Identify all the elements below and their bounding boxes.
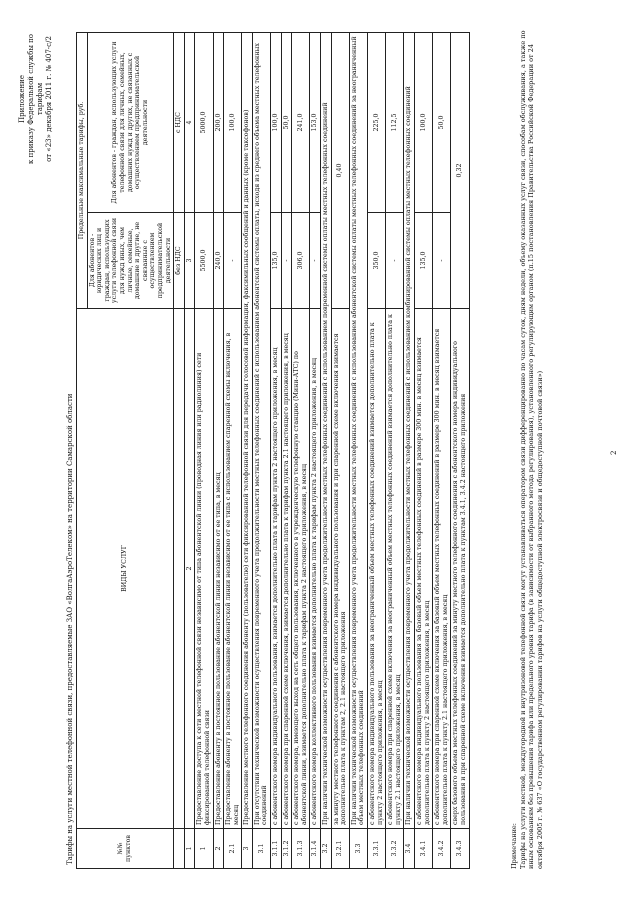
appendix-header <box>18 24 54 174</box>
col-vat-header: с НДС <box>174 32 185 212</box>
table-row: 3.4.1 с абонентского номера индивидуального пользования за базовый объем местных телефонных соединений в размере 300 мин. в месяц взимается дополнительно плата к пункту 2 настоящего приложения, в месяц 135,0 100,0 <box>414 32 432 868</box>
table-section-row: 3.4 При наличии технической возможности осуществления повременного учета продолжительности местных телефонных соединений с использованием комбинированной системы оплаты местных телефонных соединений <box>404 32 415 868</box>
table-row: 1 Предоставление доступа к сети местной телефонной связи независимо от типа абонентской линии (проводная линия или радиолиния) сети фиксированной телефонной связи 5500,0 5000,0 <box>195 32 213 868</box>
table-section-row: 3.2 При наличии технической возможности осуществления повременного учета продолжительности местных телефонных соединений с использованием повременной системы оплаты местных телефонных соединений <box>321 32 332 868</box>
col-number-header: №№ пунктов <box>77 829 174 869</box>
appendix-order: к приказу Федеральной службы по тарифам <box>27 33 44 165</box>
table-caption: Тарифы на услуги местной телефонной связи, предоставляемые ЗАО «ВолгаАэроТелеком» на территории Самарской области <box>66 393 74 865</box>
col-service-header: ВИДЫ УСЛУГ <box>77 309 174 829</box>
footnote-title: Примечание: <box>510 823 518 869</box>
col-index-3: 3 <box>184 213 195 309</box>
table-section-row: 3.3 При наличии технической возможности осуществления повременного учета продолжительности местных телефонных соединений с использованием абонентской системы оплаты местных телефонных соединений за неограниченный объем местных телефонных соединений <box>349 32 367 868</box>
col-number-blank <box>174 829 185 869</box>
table-row: 3.4.2 с абонентского номера при спаренной схеме включения за базовый объем местных телефонных соединений в размере 300 мин. в месяц взимается дополнительно плата к пункту 2.1 настоящего приложения, в месяц - 50,0 <box>433 32 451 868</box>
table-row: 2.1 Предоставление абоненту в постоянное пользование абонентской линии независимо от ее типа с использованием спаренной схемы включения, в месяц - 100,0 <box>224 32 242 868</box>
table-header-row <box>77 32 88 868</box>
table-header-row <box>174 32 185 868</box>
footnote-text: Тарифы на услуги местной, междугородной и внутризоновой телефонной связи могут устанавливаться оператором связи дифференцированно по часам суток, дням недели, объему оказанных услуг связи, способам обслуживания, а также по иным основаниям без превышения тарифа или предельного уровня тарифа (в зависимости от выбранного метода регулирования), установленного регулирующим органом (п.15 постановления Правительства Российской Федерации от 24 октября 2005 г. № 637 «О государственном регулировании тарифов на услуги общедоступной электросвязи и общедоступной почтовой связи») <box>518 30 544 869</box>
table-row: 3.3.2 с абонентского номера при спаренной схеме включения за неограниченный объем местных телефонных соединений взимается дополнительно плата к пункту 2.1 настоящего приложения, в месяц - 112,5 <box>386 32 404 868</box>
col-service-blank <box>174 309 185 829</box>
col-no-vat-header: без НДС <box>174 213 185 309</box>
tariff-table <box>76 32 470 869</box>
table-header-row <box>184 32 195 868</box>
table-section-row: 3.1 При отсутствии технической возможности осуществления повременного учета продолжительности местных телефонных соединений с использованием абонентской системы оплаты, исходя из среднего объема местных телефонных соединений <box>252 32 270 868</box>
appendix-title: Приложение <box>18 75 26 123</box>
table-row: 3.1.4 с абонентского номера коллективного пользования взимается дополнительно плата к тарифам пункта 2 настоящего приложения, в месяц - 153,0 <box>310 32 321 868</box>
col-citizen-header: Для абонентов - граждан, использующих услуги телефонной связи для личных, семейных, домашних нужд и других, не связанных с осуществлением предпринимательской деятельности <box>87 32 174 212</box>
col-index-4: 4 <box>184 32 195 212</box>
col-index-1: 1 <box>184 829 195 869</box>
col-index-2: 2 <box>184 309 195 829</box>
table-row: 2 Предоставление абоненту в постоянное пользование абонентской линии независимо от ее типа, в месяц 240,0 200,0 <box>213 32 224 868</box>
table-row: 3.1.3 с абонентского номера, имеющего выход на сеть общего пользования, включенного в учрежденческую телефонную станцию (Мини-АТС) по абонентской линии, взимается дополнительно плата к тарифам пункта 2 настоящего приложения, в месяц 306,0 241,0 <box>292 32 310 868</box>
appendix-date: от «23» декабря 2011 г. № 407-с/2 <box>45 36 53 162</box>
footnote <box>510 29 544 869</box>
table-section-row: 3 Предоставление местного телефонного соединения абоненту (пользователю) сети фиксированной телефонной связи для передачи голосовой информации, факсимильных сообщений и данных (кроме таксофонов) <box>242 32 253 868</box>
table-row: 3.1.2 с абонентского номера при спаренной схеме включения, взимается дополнительно плата к тарифам пункта 2.1 настоящего приложения, в месяц - 50,0 <box>281 32 292 868</box>
table-row: 3.4.3 сверх базового объема местных телефонных соединений за минуту местного телефонного соединения с абонентского номера индивидуального пользования и при спаренной схеме включения взимается дополнительно плата к пунктам 3.4.1, 3.4.2 настоящего приложения 0,32 <box>451 32 469 868</box>
table-row: 3.1.1 с абонентского номера индивидуального пользования, взимается дополнительно плата к тарифам пункта 2 настоящего приложения, в месяц 135,0 100,0 <box>271 32 282 868</box>
page-number: 2 <box>610 450 618 455</box>
col-legal-header: Для абонентов - юридических лиц и граждан, использующих услуги телефонной связи для нужд иных, чем личные, семейные, домашние и другие, не связанные с осуществлением предпринимательской деятельности <box>87 213 174 309</box>
col-tariff-header: Предельные максимальные тарифы, руб. <box>77 32 88 308</box>
table-row: 3.2.1 за минуту местного телефонного соединения с абонентского номера индивидуального пользования и при спаренной схеме включения взимается дополнительно плата к пунктам 2, 2.1 настоящего приложения 0,40 <box>331 32 349 868</box>
table-row: 3.3.1 с абонентского номера индивидуального пользования за неограниченный объем местных телефонных соединений взимается дополнительно плата к пункту 2 настоящего приложения, в месяц 350,0 225,0 <box>368 32 386 868</box>
